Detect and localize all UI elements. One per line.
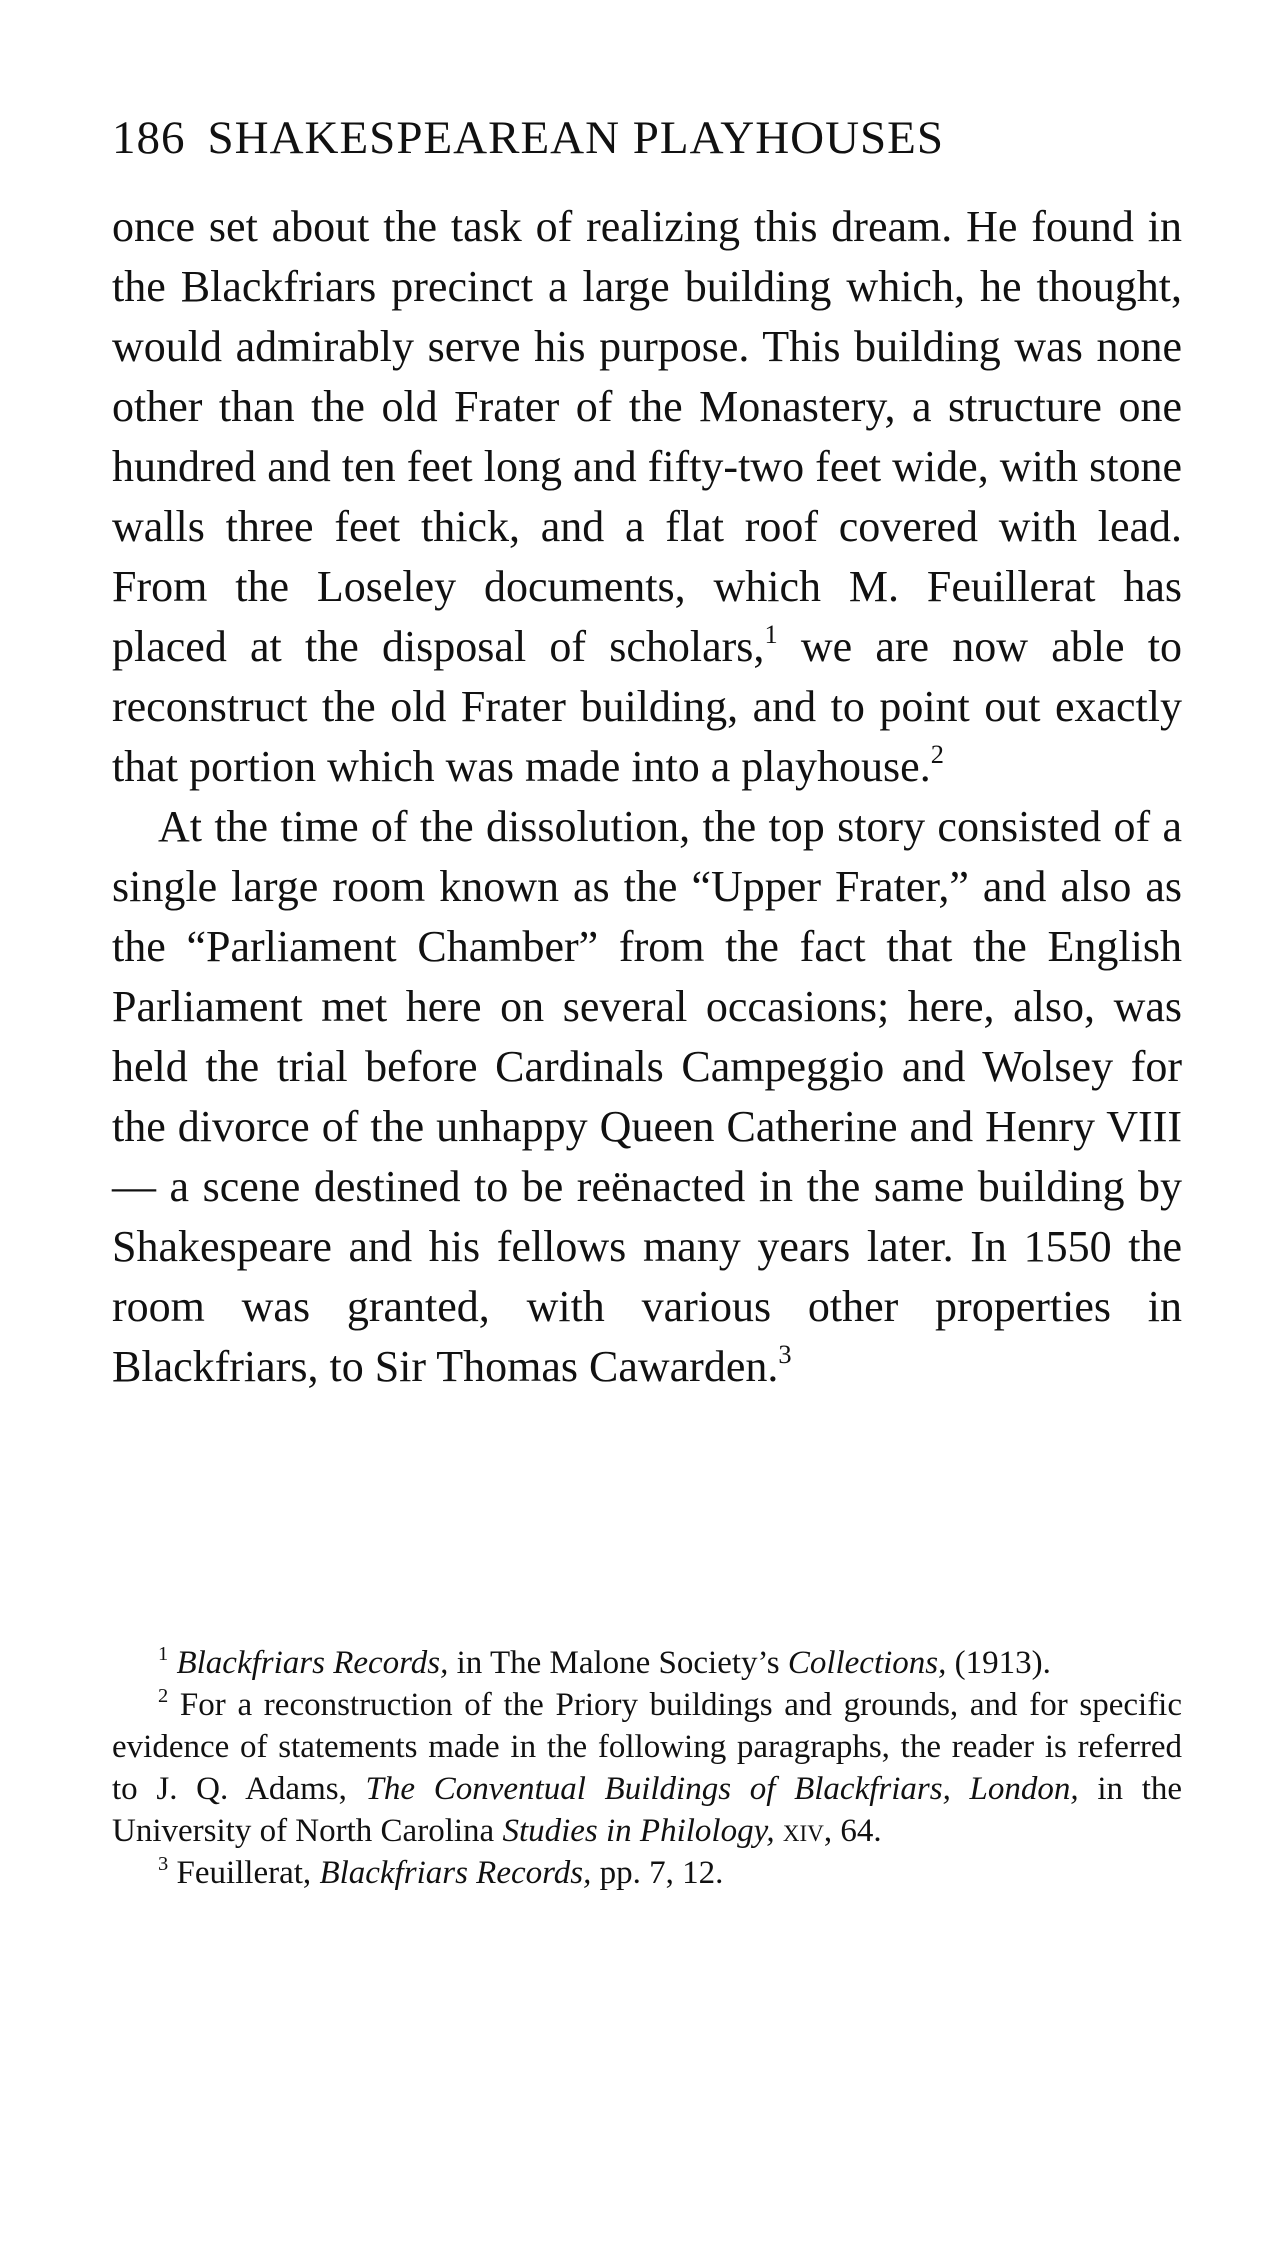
footnote-2-marker: 2 bbox=[158, 1685, 169, 1707]
footnote-1-text-a: in The Malone Society’s bbox=[448, 1645, 788, 1681]
footnote-1 bbox=[112, 1642, 1182, 1684]
paragraph-1 bbox=[112, 197, 1182, 797]
footnote-3-text-b: pp. 7, 12. bbox=[591, 1855, 724, 1891]
body-text bbox=[112, 197, 1182, 1397]
footnote-1-text-b: (1913). bbox=[946, 1645, 1051, 1681]
footnote-3-text-a: Feuillerat, bbox=[168, 1855, 320, 1891]
footnote-1-marker: 1 bbox=[158, 1643, 169, 1665]
footnote-1-collections: Collections, bbox=[787, 1645, 947, 1681]
footnote-ref-3: 3 bbox=[778, 1339, 792, 1370]
footnote-2-text-c: , 64. bbox=[823, 1813, 882, 1849]
paragraph-1-text-a: once set about the task of realizing this dream. He found in the Blackfriars precinct a large building which, he thought, would admirably serve his purpose. This building was none other than the old Frater of the Monastery, a structure one hundred and ten feet long and fifty-two feet wide, with stone walls three feet thick, and a flat roof covered with lead. From the Loseley documents, which M. Feuillerat has placed at the disposal of scholars, bbox=[112, 202, 1182, 671]
page-number: 186 bbox=[112, 112, 186, 164]
paragraph-1-text-b: we are now able to reconstruct the old Frater building, and to point out exactly that portion which was made into a playhouse. bbox=[112, 622, 1182, 791]
footnote-3-marker: 3 bbox=[158, 1853, 169, 1875]
footnote-ref-1: 1 bbox=[764, 619, 778, 650]
footnotes bbox=[112, 1642, 1182, 1894]
footnote-2-title: The Conventual Buildings of Blackfriars, London, bbox=[365, 1771, 1079, 1807]
footnote-2-journal: Studies in Philology, bbox=[502, 1813, 775, 1849]
footnote-2-text-a: For a reconstruction of the Priory buildings and grounds, and for specific evidence of statements made in the following paragraphs, the reader is referred to J. Q. Adams, bbox=[112, 1687, 1182, 1807]
footnote-ref-2: 2 bbox=[930, 739, 944, 770]
running-title: SHAKESPEAREAN PLAYHOUSES bbox=[207, 112, 945, 164]
paragraph-2-text: At the time of the dissolution, the top story consisted of a single large room known as the “Upper Frater,” and also as the “Parliament Chamber” from the fact that the English Parliament met here on several occasions; here, also, was held the trial before Cardinals Campeggio and Wolsey for the divorce of the unhappy Queen Catherine and Henry VIII — a scene destined to be reënacted in the same building by Shakespeare and his fellows many years later. In 1550 the room was granted, with various other properties in Blackfriars, to Sir Thomas Cawarden. bbox=[112, 802, 1182, 1391]
footnote-2-volume: xiv bbox=[774, 1813, 824, 1849]
running-head bbox=[112, 108, 1182, 168]
footnote-3 bbox=[112, 1852, 1182, 1894]
footnote-3-title: Blackfriars Records, bbox=[319, 1855, 592, 1891]
footnote-1-title: Blackfriars Records, bbox=[176, 1645, 449, 1681]
footnote-2 bbox=[112, 1684, 1182, 1852]
footnote-2-text-b: in the University of North Carolina bbox=[112, 1771, 1183, 1849]
paragraph-2 bbox=[112, 797, 1182, 1397]
